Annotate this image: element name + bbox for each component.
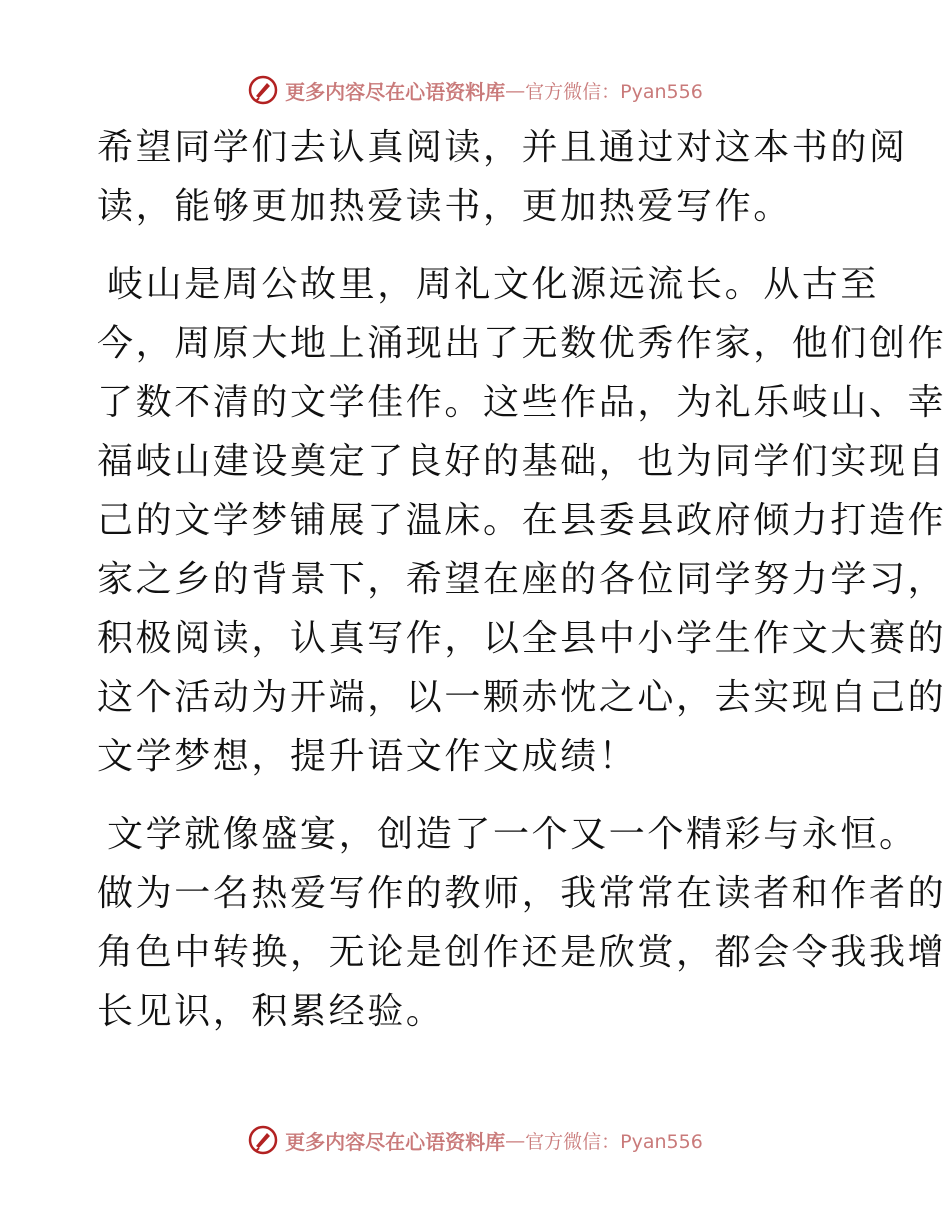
text-line: 角色中转换，无论是创作还是欣赏，都会令我我增 xyxy=(97,932,947,973)
header-banner-wechat: 官方微信：Pyan556 xyxy=(525,80,703,103)
text-line: 做为一名热爱写作的教师，我常常在读者和作者的 xyxy=(97,873,947,914)
text-line: 长见识，积累经验。 xyxy=(97,991,445,1032)
header-banner-text: 更多内容尽在心语资料库 xyxy=(285,79,506,104)
quill-logo-icon xyxy=(247,1124,279,1156)
text-line: 福岐山建设奠定了良好的基础，也为同学们实现自 xyxy=(97,441,947,482)
paragraph-3 xyxy=(97,805,947,1041)
text-line: 今，周原大地上涌现出了无数优秀作家，他们创作 xyxy=(97,323,947,364)
document-body xyxy=(97,118,947,1060)
footer-banner-text: 更多内容尽在心语资料库 xyxy=(285,1129,506,1154)
text-line: 家之乡的背景下，希望在座的各位同学努力学习， xyxy=(97,559,947,600)
footer-banner xyxy=(0,1120,950,1160)
text-line: 己的文学梦铺展了温床。在县委县政府倾力打造作 xyxy=(97,500,947,541)
quill-logo-icon xyxy=(247,74,279,106)
text-line: 岐山是周公故里，周礼文化源远流长。从古至 xyxy=(107,264,880,305)
text-line: 文学就像盛宴，创造了一个又一个精彩与永恒。 xyxy=(107,814,918,855)
text-line: 文学梦想，提升语文作文成绩！ xyxy=(97,736,638,777)
footer-banner-wechat: 官方微信：Pyan556 xyxy=(525,1130,703,1153)
paragraph-2 xyxy=(97,255,947,786)
footer-banner-dash: — xyxy=(505,1128,526,1152)
paragraph-1 xyxy=(97,118,908,236)
text-line: 这个活动为开端，以一颗赤忱之心，去实现自己的 xyxy=(97,677,947,718)
text-line: 积极阅读，认真写作，以全县中小学生作文大赛的 xyxy=(97,618,947,659)
text-line: 读，能够更加热爱读书，更加热爱写作。 xyxy=(97,186,792,227)
text-line: 了数不清的文学佳作。这些作品，为礼乐岐山、幸 xyxy=(97,382,947,423)
header-banner xyxy=(0,70,950,110)
text-line: 希望同学们去认真阅读，并且通过对这本书的阅 xyxy=(97,127,908,168)
header-banner-dash: — xyxy=(505,78,526,102)
